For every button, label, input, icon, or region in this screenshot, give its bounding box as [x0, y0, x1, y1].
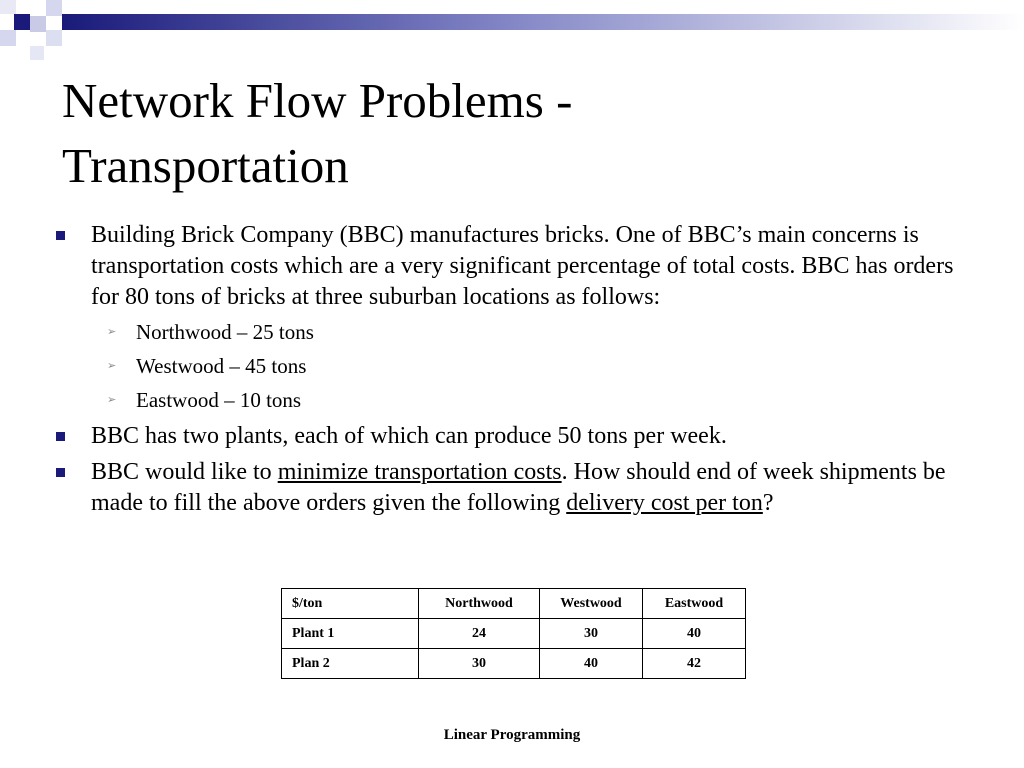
- table-row: [282, 619, 746, 649]
- underlined-phrase-objective: minimize transportation costs: [277, 459, 562, 485]
- table-cell: 40: [643, 619, 746, 649]
- table-header-cell: Westwood: [540, 589, 643, 619]
- table-row: [282, 649, 746, 679]
- table-cell: 42: [643, 649, 746, 679]
- sub-list-item: [52, 352, 972, 380]
- sub-bullet-list: [52, 318, 972, 414]
- bullet-item: [52, 421, 972, 452]
- sub-list-item: [52, 318, 972, 346]
- square-bullet-icon: [56, 432, 65, 441]
- bullet-text-start: BBC would like to: [91, 459, 278, 485]
- square-bullet-icon: [56, 468, 65, 477]
- arrow-bullet-icon: ➢: [107, 393, 117, 406]
- table-header-cell: Northwood: [419, 589, 540, 619]
- title-line-2: Transportation: [62, 138, 349, 193]
- table-header-row: [282, 589, 746, 619]
- bullet-text: BBC has two plants, each of which can produce 50 tons per week.: [91, 423, 727, 449]
- slide-footer: Linear Programming: [443, 727, 581, 743]
- bullet-text-end: ?: [762, 490, 774, 516]
- sub-item-text: Northwood – 25 tons: [136, 320, 314, 344]
- cost-table: [281, 588, 746, 679]
- sub-item-text: Eastwood – 10 tons: [136, 388, 302, 412]
- table-header-cell: $/ton: [282, 589, 419, 619]
- arrow-bullet-icon: ➢: [107, 325, 117, 338]
- bullet-list: [52, 220, 972, 524]
- underlined-phrase-cost: delivery cost per ton: [566, 490, 763, 516]
- sub-list-item: [52, 386, 972, 414]
- bullet-text-middle: . How should end of week shipments be made to fill the above orders given the following: [91, 459, 946, 516]
- table-header-cell: Eastwood: [643, 589, 746, 619]
- table-cell: Plan 2: [282, 649, 419, 679]
- square-bullet-icon: [56, 231, 65, 240]
- bullet-item: [52, 220, 972, 313]
- title-line-1: Network Flow Problems -: [62, 73, 573, 128]
- page-title: [62, 68, 962, 198]
- arrow-bullet-icon: ➢: [107, 359, 117, 372]
- bullet-text: Building Brick Company (BBC) manufactures bricks. One of BBC’s main concerns is transportation costs which are a very significant percentage of total costs. BBC has orders for 80 tons of bricks at three suburban locations as follows:: [91, 222, 954, 310]
- table-cell: 30: [540, 619, 643, 649]
- table-cell: 24: [419, 619, 540, 649]
- sub-item-text: Westwood – 45 tons: [136, 354, 307, 378]
- table-cell: Plant 1: [282, 619, 419, 649]
- table-cell: 30: [419, 649, 540, 679]
- corner-squares-decoration: [0, 0, 1024, 62]
- table-cell: 40: [540, 649, 643, 679]
- bullet-item: [52, 457, 972, 519]
